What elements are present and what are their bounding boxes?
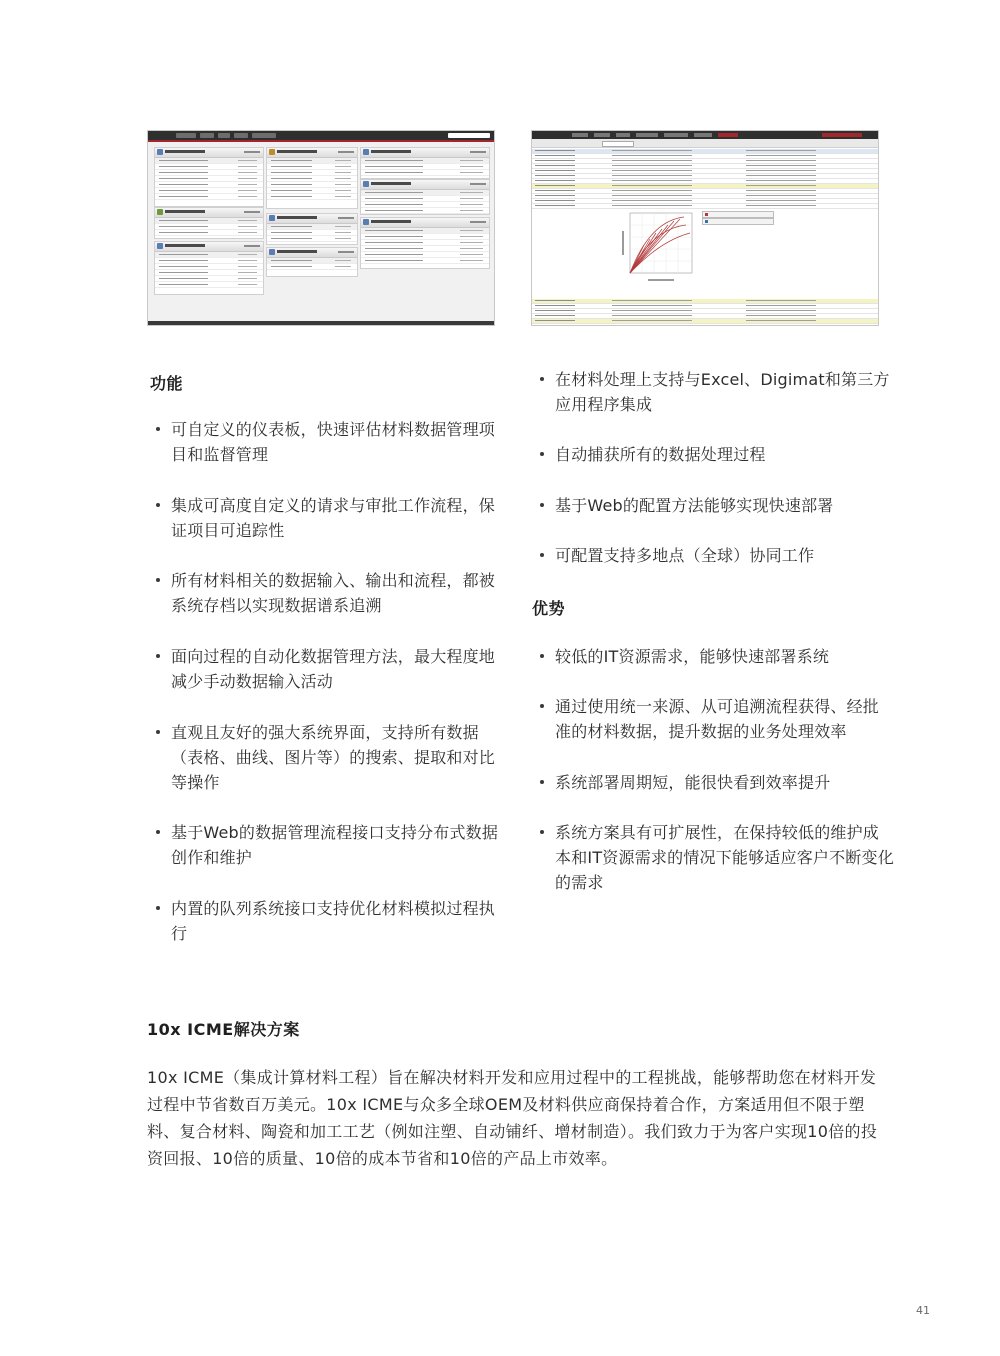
list-item: 可自定义的仪表板，快速评估材料数据管理项目和监督管理	[147, 417, 511, 467]
panel-studies	[266, 213, 358, 245]
material-properties-screenshot	[531, 130, 879, 326]
icme-paragraph: 10x ICME（集成计算材料工程）旨在解决材料开发和应用过程中的工程挑战，能够帮助您在材料开发过程中节省数百万美元。10x ICME与众多全球OEM及材料供应商保持着合作，方案适用但不限于塑料、复合材料、陶瓷和加工工艺（例如注塑、自动铺纤、增材制造）。我们致力于为客户实现10倍的投资回报、10倍的质量、10倍的成本节省和10倍的产品上市效率。	[147, 1068, 878, 1168]
nav-item	[252, 133, 276, 138]
list-item: 所有材料相关的数据输入、输出和流程，都被系统存档以实现数据谱系追溯	[147, 568, 511, 618]
panel-executable-projects	[154, 147, 264, 207]
list-item: 自动捕获所有的数据处理过程	[531, 442, 895, 467]
list-item: 面向过程的自动化数据管理方法，最大程度地减少手动数据输入活动	[147, 644, 511, 694]
bullet	[156, 830, 160, 834]
list-item: 集成可高度自定义的请求与审批工作流程，保证项目可追踪性	[147, 493, 511, 543]
bullet	[540, 503, 544, 507]
nav-item	[636, 133, 658, 137]
bullet	[156, 503, 160, 507]
list-item: 在材料处理上支持与Excel、Digimat和第三方应用程序集成	[531, 367, 895, 417]
search-box	[448, 133, 490, 138]
list-item: 可配置支持多地点（全球）协同工作	[531, 543, 895, 568]
nav-item	[218, 133, 230, 138]
nav-item	[822, 133, 862, 137]
bullet	[156, 906, 160, 910]
list-item: 基于Web的数据管理流程接口支持分布式数据创作和维护	[147, 820, 511, 870]
bullet	[540, 377, 544, 381]
list-item: 直观且友好的强大系统界面，支持所有数据（表格、曲线、图片等）的搜索、提取和对比等操作	[147, 720, 511, 795]
page-number: 41	[916, 1304, 930, 1317]
bullet	[156, 730, 160, 734]
list-item: 通过使用统一来源、从可追溯流程获得、经批准的材料数据，提升数据的业务处理效率	[531, 694, 895, 744]
icme-title: 10x ICME解决方案	[147, 1020, 300, 1039]
bullet	[540, 780, 544, 784]
panel-scenarios	[266, 247, 358, 277]
list-item: 系统方案具有可扩展性，在保持较低的维护成本和IT资源需求的情况下能够适应客户不断变化的需求	[531, 820, 895, 895]
panel-models	[154, 207, 264, 239]
bullet	[540, 452, 544, 456]
bullet	[540, 654, 544, 658]
app-statusbar	[148, 321, 494, 325]
bullet	[540, 553, 544, 557]
bullet	[540, 830, 544, 834]
nav-item	[694, 133, 712, 137]
panel-processes	[360, 217, 490, 269]
nav-item	[200, 133, 214, 138]
bullet	[156, 427, 160, 431]
nav-item	[234, 133, 248, 138]
features-title: 功能	[150, 374, 184, 393]
advantages-title: 优势	[532, 599, 566, 618]
bullet	[156, 654, 160, 658]
list-item: 系统部署周期短，能很快看到效率提升	[531, 770, 895, 795]
list-item: 较低的IT资源需求，能够快速部署系统	[531, 644, 895, 669]
panel-pending-tasks	[360, 147, 490, 179]
nav-item	[594, 133, 610, 137]
nav-item	[176, 133, 196, 138]
nav-item	[572, 133, 588, 137]
list-item: 基于Web的配置方法能够实现快速部署	[531, 493, 895, 518]
bullet	[540, 704, 544, 708]
panel-work-requests	[266, 147, 358, 209]
property-toolbar	[532, 139, 878, 148]
bullet	[156, 578, 160, 582]
panel-clipboard	[360, 179, 490, 215]
nav-item	[664, 133, 688, 137]
stress-strain-chart	[620, 211, 696, 285]
accent-line	[148, 140, 494, 142]
nav-item	[616, 133, 630, 137]
property-dropdown	[602, 141, 634, 147]
nav-item-active	[718, 133, 738, 137]
panel-results	[154, 241, 264, 295]
dashboard-screenshot	[147, 130, 495, 326]
list-item: 内置的队列系统接口支持优化材料模拟过程执行	[147, 896, 511, 946]
chart-legend	[702, 211, 772, 225]
